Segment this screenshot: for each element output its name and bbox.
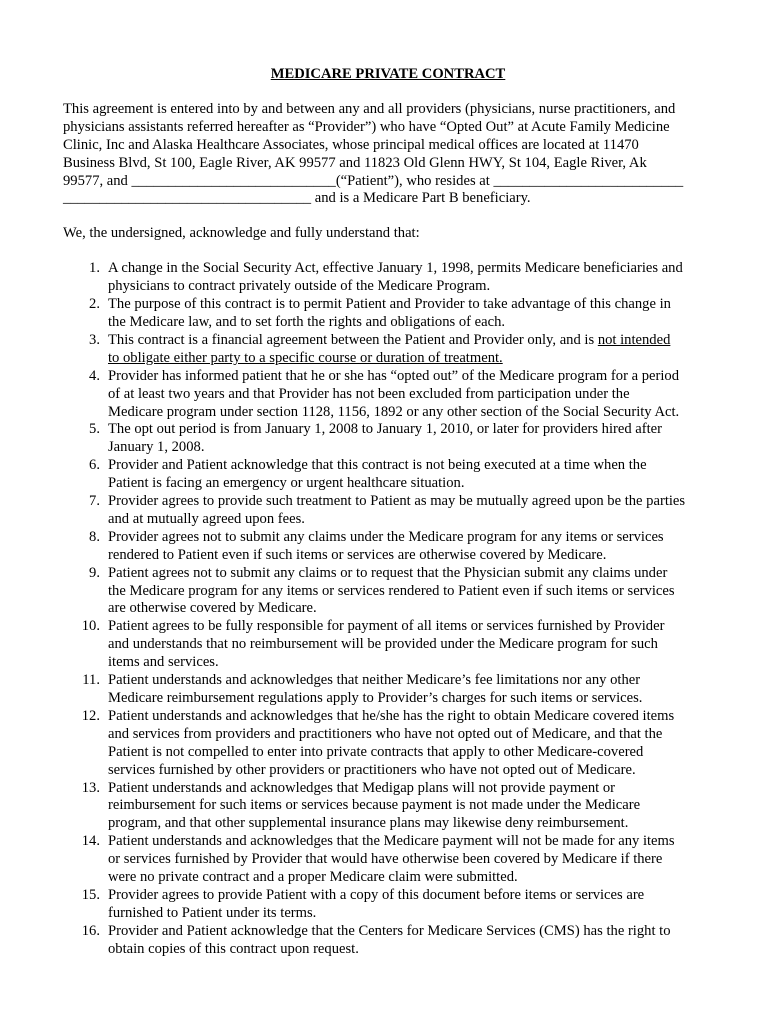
term-line: and at mutually agreed upon fees. [108, 510, 305, 527]
term-line: rendered to Patient even if such items or services are otherwise covered by Medicare. [108, 546, 607, 563]
term-line [108, 350, 713, 368]
term-line: Medicare reimbursement regulations apply to Provider’s charges for such items or services. [108, 690, 643, 706]
term-number: 11. [82, 672, 100, 689]
term-line: The purpose of this contract is to permit Patient and Provider to take advantage of this change in [108, 296, 671, 313]
term-line: Patient agrees not to submit any claims or to request that the Physician submit any claims under [108, 564, 668, 581]
term-item [63, 260, 713, 296]
term-line: and services from providers and practitioners who have not opted out of Medicare, and that the [108, 725, 663, 742]
term-number: 7. [89, 493, 100, 510]
document-title: MEDICARE PRIVATE CONTRACT [270, 66, 506, 82]
term-item [63, 708, 713, 780]
term-line: program, and that other supplemental insurance plans may likewise deny reimbursement. [108, 815, 629, 832]
term-number: 8. [89, 528, 100, 545]
term-item [63, 672, 713, 708]
term-number: 5. [89, 421, 100, 438]
term-underlined-text: to obligate either party to a specific course or duration of treatment. [108, 349, 503, 366]
term-text: This contract is a financial agreement between the Patient and Provider only, and is [108, 331, 598, 348]
acknowledgement-statement: We, the undersigned, acknowledge and fully understand that: [63, 225, 420, 242]
term-item [63, 529, 713, 565]
term-line: obtain copies of this contract upon request. [108, 940, 359, 957]
term-number: 12. [81, 707, 100, 724]
term-line: Provider agrees to provide such treatment to Patient as may be mutually agreed upon be the parties [108, 493, 686, 510]
term-line: physicians to contract privately outside of the Medicare Program. [108, 278, 491, 295]
term-item [63, 565, 713, 619]
term-line: services furnished by other providers or practitioners who have not opted out of Medicare. [108, 761, 636, 778]
term-line [108, 332, 713, 350]
term-line: or services furnished by Provider that would have otherwise been covered by Medicare if there [108, 851, 663, 868]
document-page [63, 66, 713, 959]
term-line: of at least two years and that Provider has not been excluded from participation under the [108, 385, 630, 402]
term-item [63, 421, 713, 457]
term-number: 4. [89, 367, 100, 384]
term-item [63, 457, 713, 493]
term-line: January 1, 2008. [108, 439, 205, 456]
term-item [63, 833, 713, 887]
term-number: 15. [81, 886, 100, 903]
term-number: 16. [81, 922, 100, 939]
term-number: 10. [81, 618, 100, 635]
intro-paragraph [63, 101, 713, 208]
term-line: and understands that no reimbursement will be provided under the Medicare program for such [108, 636, 658, 653]
term-line: items and services. [108, 654, 219, 671]
terms-list [63, 260, 713, 958]
term-number: 6. [89, 457, 100, 474]
term-line: the Medicare law, and to set forth the rights and obligations of each. [108, 313, 506, 330]
term-item [63, 780, 713, 834]
term-line: Provider agrees not to submit any claims under the Medicare program for any items or services [108, 528, 664, 545]
term-item [63, 296, 713, 332]
term-line: Medicare program under section 1128, 1156, 1892 or any other section of the Social Security Act. [108, 403, 680, 420]
term-item [63, 618, 713, 672]
term-line: The opt out period is from January 1, 2008 to January 1, 2010, or later for providers hired after [108, 421, 663, 438]
intro-line-blanks: __________________________________ and is a Medicare Part B beneficiary. [63, 190, 531, 207]
term-line: the Medicare program for any items or services rendered to Patient even if such items or services [108, 582, 675, 599]
intro-line: This agreement is entered into by and between any and all providers (physicians, nurse practitioners, and [63, 100, 676, 117]
term-line: Patient understands and acknowledges that the Medicare payment will not be made for any items [108, 833, 675, 850]
term-line: Provider and Patient acknowledge that this contract is not being executed at a time when the [108, 457, 647, 474]
term-item [63, 368, 713, 422]
term-line: Patient is facing an emergency or urgent healthcare situation. [108, 475, 465, 492]
term-line: Provider and Patient acknowledge that the Centers for Medicare Services (CMS) has the right to [108, 922, 671, 939]
term-item [63, 887, 713, 923]
term-line: Patient understands and acknowledges that Medigap plans will not provide payment or [108, 779, 616, 796]
term-line: were no private contract and a proper Medicare claim were submitted. [108, 869, 518, 886]
term-line: Provider agrees to provide Patient with a copy of this document before items or services are [108, 886, 645, 903]
term-line: Patient agrees to be fully responsible for payment of all items or services furnished by Provider [108, 618, 665, 635]
term-number: 13. [81, 779, 100, 796]
term-line: furnished to Patient under its terms. [108, 904, 317, 921]
term-item [63, 493, 713, 529]
term-number: 1. [89, 260, 100, 277]
term-number: 14. [81, 833, 100, 850]
term-line: are otherwise covered by Medicare. [108, 600, 317, 617]
term-number: 2. [89, 296, 100, 313]
intro-line: Business Blvd, St 100, Eagle River, AK 99577 and 11823 Old Glenn HWY, St 104, Eagle River, Ak [63, 154, 647, 171]
term-number: 3. [89, 331, 100, 348]
term-line: reimbursement for such items or services because payment is not made under the Medicare [108, 797, 641, 814]
term-item [63, 923, 713, 959]
term-item [63, 332, 713, 368]
term-line: Patient understands and acknowledges that neither Medicare’s fee limitations nor any other [108, 672, 641, 689]
term-line: Patient understands and acknowledges that he/she has the right to obtain Medicare covered items [108, 707, 675, 724]
term-line: Patient is not compelled to enter into private contracts that apply to other Medicare-covered [108, 743, 644, 760]
term-number: 9. [89, 564, 100, 581]
intro-line: Clinic, Inc and Alaska Healthcare Associates, whose principal medical offices are located at 11470 [63, 136, 639, 153]
term-line: Provider has informed patient that he or she has “opted out” of the Medicare program for a period [108, 367, 679, 384]
term-line: A change in the Social Security Act, effective January 1, 1998, permits Medicare beneficiaries and [108, 260, 683, 277]
term-underlined-text: not intended [597, 331, 671, 348]
intro-line: physicians assistants referred hereafter as “Provider”) who have “Opted Out” at Acute Family Medicine [63, 118, 670, 135]
intro-line-blanks: 99577, and ____________________________(“Patient”), who resides at __________________________ [63, 172, 684, 189]
